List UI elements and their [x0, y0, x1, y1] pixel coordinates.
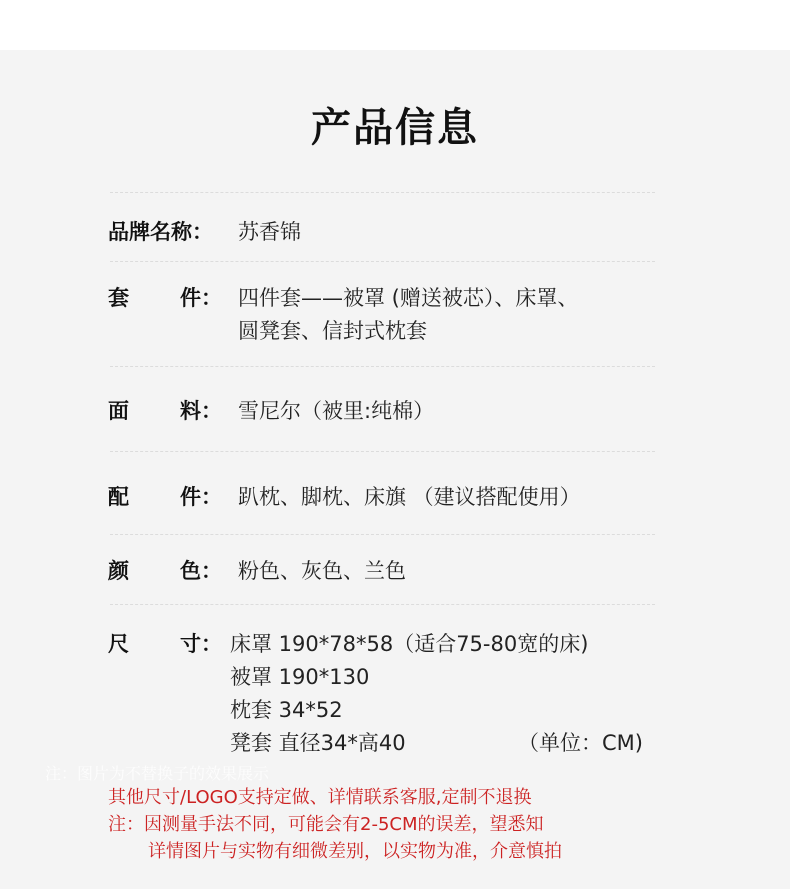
unit-note: （单位：CM) [518, 731, 643, 755]
color-value: 粉色、灰色、兰色 [238, 559, 406, 583]
watermark-text: 注：图片为不替换子的效果展示 [45, 764, 270, 783]
fabric-value: 雪尼尔（被里:纯棉） [238, 399, 435, 423]
accessories-label-char: 配 [108, 485, 129, 509]
set-value-line2: 圆凳套、信封式枕套 [238, 319, 427, 343]
divider [110, 604, 655, 605]
size-line: 床罩 190*78*58（适合75-80宽的床) [230, 632, 589, 656]
size-label-char: 尺 [108, 632, 129, 656]
size-line: 枕套 34*52 [230, 698, 343, 722]
size-line: 凳套 直径34*高40 [230, 731, 406, 755]
accessories-label-char: 件： [180, 485, 222, 509]
divider [110, 366, 655, 367]
color-label-char: 色： [180, 559, 222, 583]
size-label-char: 寸： [180, 632, 222, 656]
set-label-char: 件： [180, 286, 222, 310]
set-label-char: 套 [108, 286, 129, 310]
measurement-note: 注：因测量手法不同，可能会有2-5CM的误差，望悉知 [108, 814, 544, 835]
divider [110, 451, 655, 452]
size-row [108, 627, 668, 767]
set-value-line1: 四件套——被罩 (赠送被芯）、床罩、 [238, 286, 579, 310]
color-label-char: 颜 [108, 559, 129, 583]
divider [110, 534, 655, 535]
page-title: 产品信息 [311, 104, 479, 151]
top-band [0, 0, 790, 50]
fabric-label-char: 面 [108, 399, 129, 423]
fabric-label-char: 料： [180, 399, 222, 423]
divider [110, 261, 655, 262]
size-line: 被罩 190*130 [230, 665, 370, 689]
divider [110, 192, 655, 193]
custom-note: 其他尺寸/LOGO支持定做、详情联系客服,定制不退换 [108, 787, 532, 808]
brand-value: 苏香锦 [238, 220, 301, 244]
brand-label: 品牌名称： [108, 220, 213, 244]
accessories-value: 趴枕、脚枕、床旗 （建议搭配使用） [238, 485, 581, 509]
difference-note: 详情图片与实物有细微差别，以实物为准，介意慎拍 [148, 841, 562, 862]
